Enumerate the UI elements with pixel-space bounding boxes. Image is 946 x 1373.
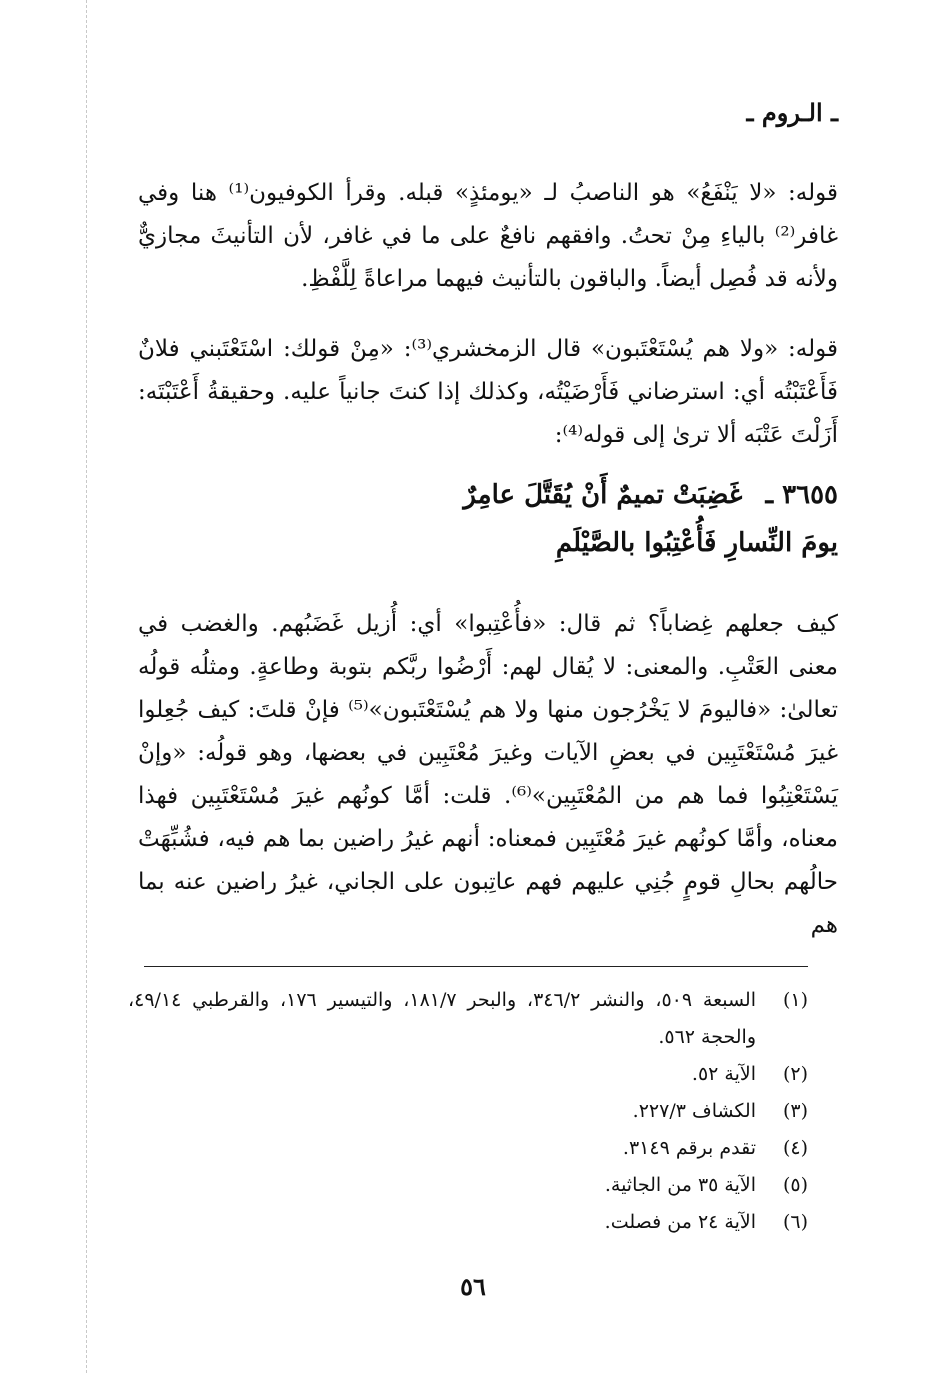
paragraph-1: قوله: «لا يَنْفَعُ» هو الناصبُ لـ «يومئذٍ» قبله. وقرأ الكوفيون⁽¹⁾ هنا وفي غافر⁽²⁾ بالياءِ مِنْ تحتُ. وافقهم نافعٌ على ما في غافر، لأن التأنيثَ مجازيٌّ ولأنه قد فُصِل أيضاً. والباقون بالتأنيث فيهما مراعاةً لِلَّفْظِ. [138,180,838,292]
footnote-2 [128,1056,808,1093]
footnote-separator [144,966,808,967]
footnote-1 [128,982,808,1056]
footnote-text: السبعة ٥٠٩، والنشر ٣٤٦/٢، والبحر ١٨١/٧، والتيسير ١٧٦، والقرطبي ٤٩/١٤، والحجة ٥٦٢. [128,989,756,1048]
footnote-text: الآية ٢٤ من فصلت. [604,1211,756,1233]
footnote-text: تقدم برقم ٣١٤٩. [622,1137,756,1159]
margin-guide-line [86,0,87,1373]
footnote-number: (١) [782,989,808,1011]
footnote-3 [128,1093,808,1130]
footnote-number: (٥) [782,1174,808,1196]
footnote-text: الآية ٥٢. [691,1063,756,1085]
footnote-number: (٣) [782,1100,808,1122]
footnote-number: (٦) [782,1211,808,1233]
page-number: ٥٦ [460,1272,486,1301]
footnote-text: الآية ٣٥ من الجاثية. [604,1174,756,1196]
footnote-text: الكشاف ٢٢٧/٣. [632,1100,756,1122]
verse-hemistich-2: يومَ النِّسارِ فَأُعْتِبُوا بالصَّيْلَمِ [555,528,838,558]
footnote-4 [128,1130,808,1167]
verse-number: ٣٦٥٥ ـ [765,480,838,510]
footnote-5 [128,1167,808,1204]
footnote-number: (٤) [782,1137,808,1159]
verse-line-2 [556,528,838,558]
paragraph-3: كيف جعلهم غِضاباً؟ ثم قال: «فأُعْتِبوا» أي: أُزيل غَضَبُهم. والغضب في معنى العَتْبِ. والمعنى: لا يُقال لهم: أَرْضُوا ربَّكم بتوبة وطاعةٍ. ومثلُه قولُه تعالىٰ: «فاليومَ لا يَخْرُجون منها ولا هم يُسْتَعْتَبون»⁽⁵⁾ فإنْ قلتَ: كيف جُعِلوا غيرَ مُسْتَعْتَبِين في بعضِ الآيات وغيرَ مُعْتَبِين في بعضها، وهو قولُه: «وإنْ يَسْتَعْتِبُوا فما هم من المُعْتَبِين»⁽⁶⁾. قلت: أمَّا كونُهم غيرَ مُسْتَعْتَبِين فهذا معناه، وأمَّا كونُهم غيرَ مُعْتَبِين فمعناه: أنهم غيرُ راضين بما هم فيه، فشُبِّهَتْ حالُهم بحالِ قومٍ جُنِي عليهم فهم عاتِبون على الجاني، غيرُ راضين عنه بما هم [138,611,838,938]
footnotes [128,982,808,1241]
verse-line-1 [463,480,838,510]
footnote-6 [128,1204,808,1241]
running-header: ـ الـروم ـ [746,98,838,127]
paragraph-2: قوله: «ولا هم يُسْتَعْتَبون» قال الزمخشري⁽³⁾: «مِنْ قولك: اسْتَعْتَبني فلانٌ فَأَعْتَبْتُه أي: استرضاني فَأَرْضَيْتُه، وكذلك إذا كنتَ جانياً عليه. وحقيقةُ أَعْتَبْتَه: أَزَلْتَ عَتْبَه ألا ترىٰ إلى قوله⁽⁴⁾: [138,336,839,448]
footnote-number: (٢) [782,1063,808,1085]
verse-hemistich-1: غَضِبَتْ تميمٌ أَنْ يُقَتَّلَ عامِرٌ [463,480,743,510]
